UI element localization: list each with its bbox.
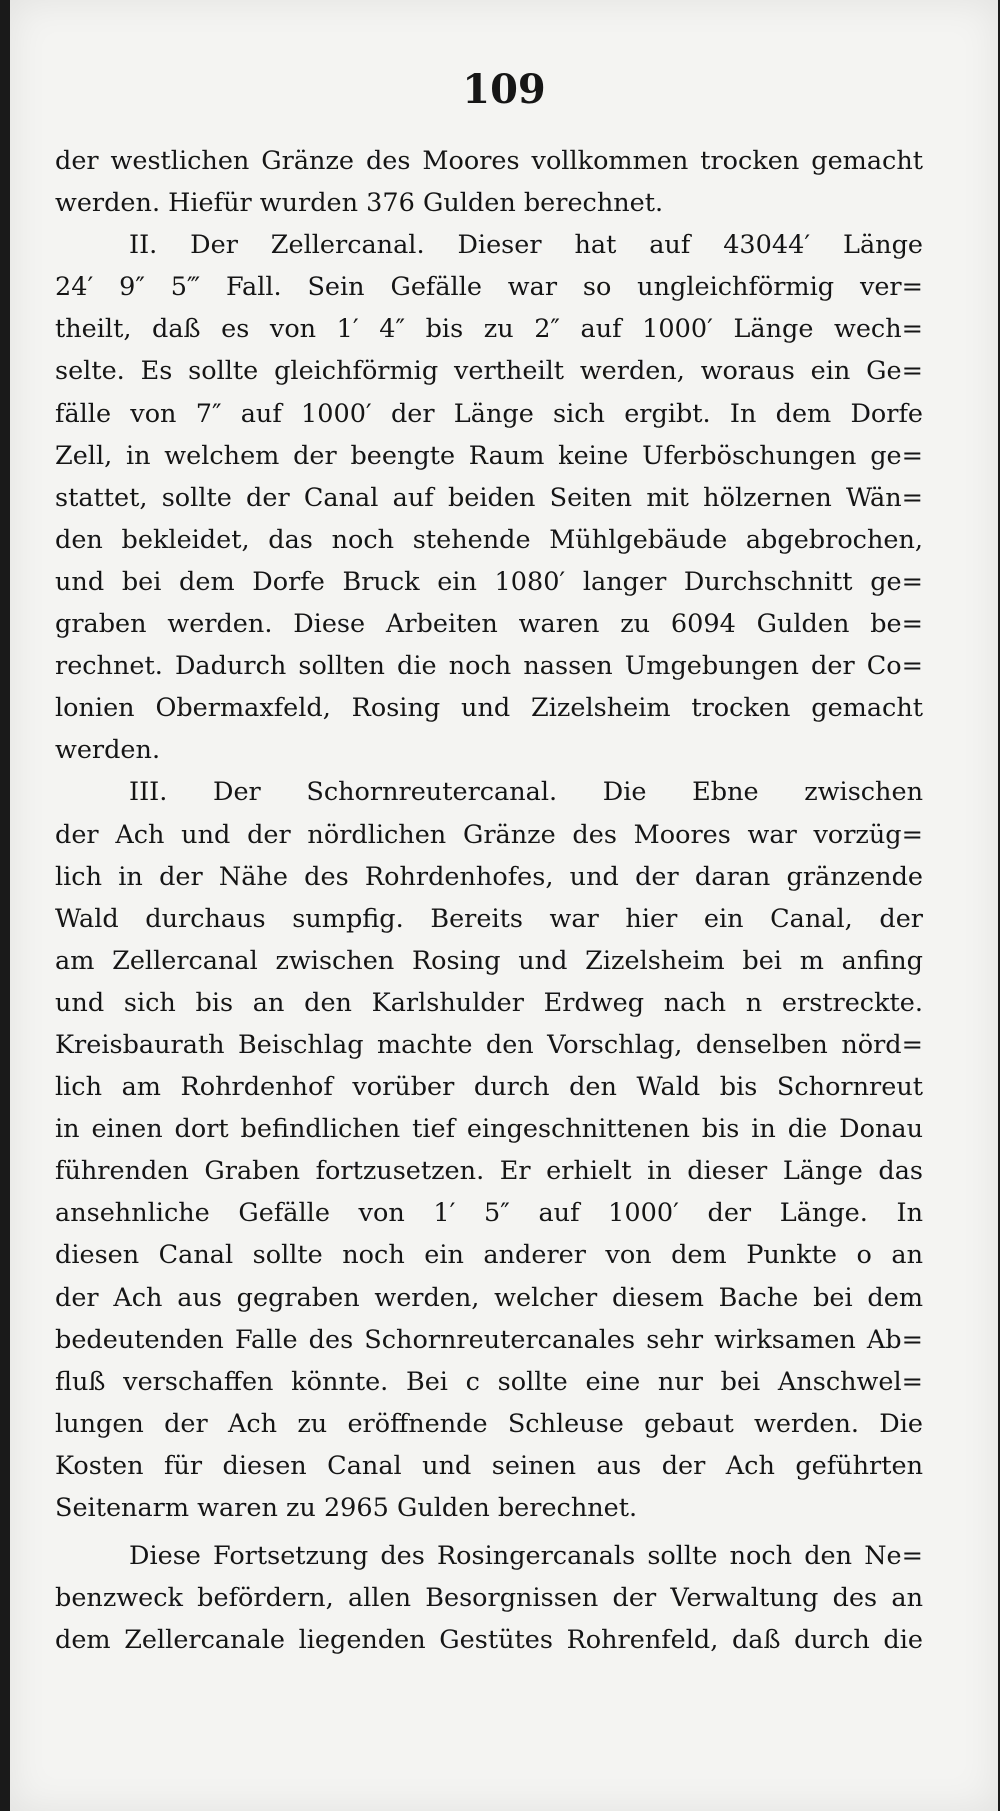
text-line: rechnet. Dadurch sollten die noch nassen Umgebungen der Co= — [55, 651, 923, 682]
text-line: der Ach aus gegraben werden, welcher diesem Bache bei dem — [55, 1282, 923, 1313]
text-line: fälle von 7″ auf 1000′ der Länge sich ergibt. In dem Dorfe — [55, 398, 923, 429]
text-line: ansehnliche Gefälle von 1′ 5″ auf 1000′ der Länge. In — [55, 1198, 923, 1229]
text-line: und sich bis an den Karlshulder Erdweg nach n erstreckte. — [55, 987, 923, 1018]
section-heading-line: III. Der Schornreutercanal. Die Ebne zwischen — [129, 777, 923, 808]
text-line: dem Zellercanale liegenden Gestütes Rohrenfeld, daß durch die — [55, 1625, 923, 1656]
text-line: graben werden. Diese Arbeiten waren zu 6094 Gulden be= — [55, 609, 923, 640]
text-line: in einen dort befindlichen tief eingeschnittenen bis in die Donau — [55, 1114, 923, 1145]
text-line: führenden Graben fortzusetzen. Er erhielt in dieser Länge das — [55, 1156, 923, 1187]
text-line: den bekleidet, das noch stehende Mühlgebäude abgebrochen, — [55, 524, 923, 555]
body-text — [55, 140, 923, 1661]
text-line: Seitenarm waren zu 2965 Gulden berechnet. — [55, 1493, 638, 1523]
text-line: selte. Es sollte gleichförmig vertheilt werden, woraus ein Ge= — [55, 356, 923, 387]
text-line: lich in der Nähe des Rohrdenhofes, und der daran gränzende — [55, 861, 923, 892]
text-line: diesen Canal sollte noch ein anderer von dem Punkte o an — [55, 1240, 923, 1271]
text-line: bedeutenden Falle des Schornreutercanales sehr wirksamen Ab= — [55, 1324, 923, 1355]
text-line: lungen der Ach zu eröffnende Schleuse gebaut werden. Die — [55, 1408, 923, 1439]
text-line: lonien Obermaxfeld, Rosing und Zizelsheim trocken gemacht — [55, 693, 923, 724]
section-heading-line: II. Der Zellercanal. Dieser hat auf 43044′ Länge — [129, 230, 923, 261]
text-line: der westlichen Gränze des Moores vollkommen trocken gemacht — [55, 146, 923, 176]
text-line: benzweck befördern, allen Besorgnissen der Verwaltung des an — [55, 1583, 923, 1614]
text-line: und bei dem Dorfe Bruck ein 1080′ langer Durchschnitt ge= — [55, 566, 923, 597]
text-line: fluß verschaffen könnte. Bei c sollte eine nur bei Anschwel= — [55, 1366, 923, 1397]
page-number: 109 — [462, 66, 546, 113]
text-line: der Ach und der nördlichen Gränze des Moores war vorzüg= — [55, 819, 923, 850]
text-line: lich am Rohrdenhof vorüber durch den Wald bis Schornreut — [55, 1072, 923, 1103]
text-line: Kreisbaurath Beischlag machte den Vorschlag, denselben nörd= — [55, 1029, 923, 1060]
paragraph-start-line: Diese Fortsetzung des Rosingercanals sollte noch den Ne= — [129, 1541, 923, 1572]
text-line: am Zellercanal zwischen Rosing und Zizelsheim bei m anfing — [55, 945, 923, 976]
text-line: werden. — [55, 735, 161, 766]
text-line: Kosten für diesen Canal und seinen aus der Ach geführten — [55, 1450, 923, 1481]
book-page — [10, 0, 998, 1811]
text-line: 24′ 9″ 5‴ Fall. Sein Gefälle war so ungleichförmig ver= — [55, 272, 923, 303]
text-line: theilt, daß es von 1′ 4″ bis zu 2″ auf 1000′ Länge wech= — [55, 314, 923, 345]
text-line: Zell, in welchem der beengte Raum keine Uferböschungen ge= — [55, 440, 923, 471]
text-line: werden. Hiefür wurden 376 Gulden berechnet. — [55, 188, 664, 219]
text-line: Wald durchaus sumpfig. Bereits war hier ein Canal, der — [55, 903, 923, 934]
text-line: stattet, sollte der Canal auf beiden Seiten mit hölzernen Wän= — [55, 482, 923, 513]
